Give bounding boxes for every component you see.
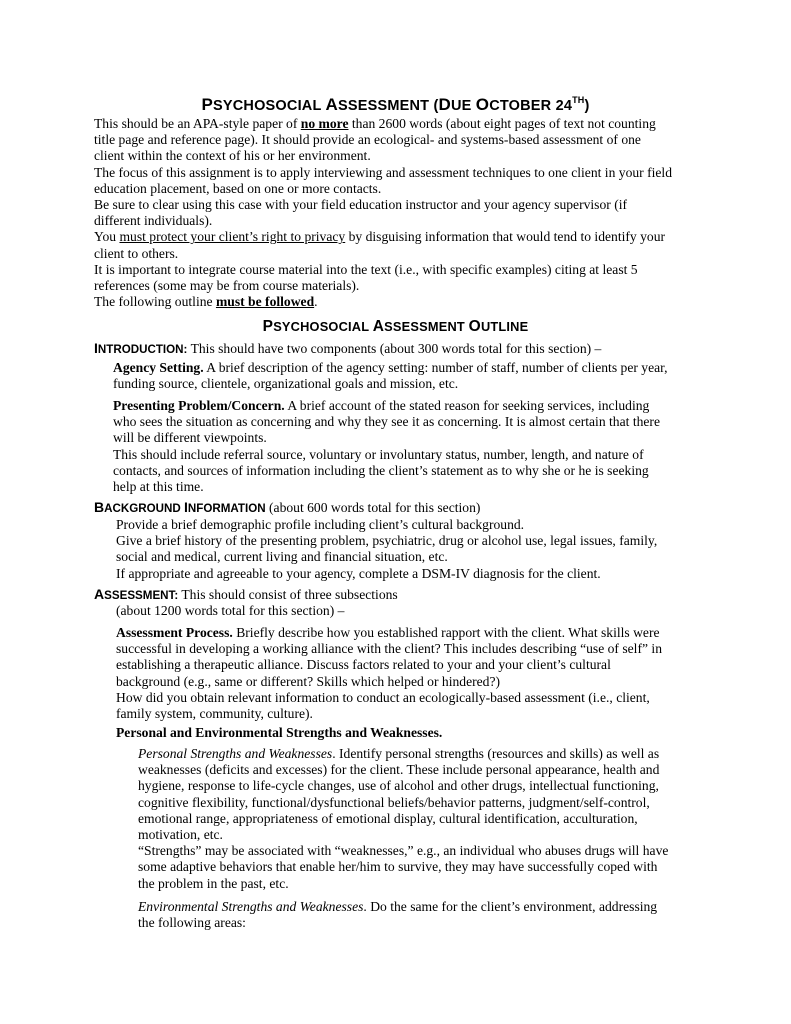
intro-paragraphs — [94, 116, 672, 310]
strengths-heading: Personal and Environmental Strengths and Weaknesses. — [116, 725, 443, 740]
intro-line: It is important to integrate course material into the text (i.e., with specific examples) citing at least 5 — [94, 261, 638, 277]
assessment-process: Assessment Process. Briefly describe how you established rapport with the client. What skills were successful in developing a working alliance with the client? This includes describing “use of self” in establishing a therapeutic alliance. Discuss factors related to your and your client’s cultural background (e.g., same or different? Skills which helped or hindered?) How did you obtain relevant information to conduct an ecologically-based assessment (i.e., client, family system, community, culture). — [116, 625, 662, 722]
intro-line: references (some may be from course materials). — [94, 278, 360, 294]
environmental-strengths: Environmental Strengths and Weaknesses. Do the same for the client’s environment, addressing the following areas: — [138, 899, 658, 931]
background-body: Provide a brief demographic profile including client’s cultural background. Give a brief history of the presenting problem, psychiatric, drug or alcohol use, legal issues, family, social and medical, current living and financial situation, etc. If appropriate and agreeable to your agency, complete a DSM-IV diagnosis for the client. — [116, 517, 658, 581]
agency-setting: Agency Setting. A brief description of the agency setting: number of staff, number of clients per year, funding source, clientele, organizational goals and mission, etc. — [113, 360, 668, 392]
presenting-problem: Presenting Problem/Concern. A brief account of the stated reason for seeking services, including who sees the situation as concerning and why they see it as concerning. It is almost certain that there will be different viewpoints. This should include referral source, voluntary or involuntary status, number, length, and nature of contacts, and sources of information including the client’s statement as to why she or he is seeking help at this time. — [113, 398, 660, 495]
personal-strengths: Personal Strengths and Weaknesses. Identify personal strengths (resources and skills) as well as weaknesses (deficits and excesses) for the client. These include personal appearance, health and hygiene, response to life-cycle changes, use of alcohol and other drugs, intellectual functioning, cognitive flexibility, functional/dysfunctional beliefs/behavior patterns, judgment/self-control, emotional range, appropriateness of emotional display, cultural identification, acculturation, motivation, etc. “Strengths” may be associated with “weaknesses,” e.g., an individual who abuses drugs will have some adaptive behaviors that enable her/him to survive, they may have successfully coped with the problem in the past, etc. — [138, 746, 669, 891]
assessment-heading: ASSESSMENT: This should consist of three subsections — [94, 586, 398, 602]
intro-line: This should be an APA-style paper of no more than 2600 words (about eight pages of text not counting — [94, 116, 656, 131]
intro-line: The following outline must be followed. — [94, 294, 318, 310]
page-title: PSYCHOSOCIAL ASSESSMENT (DUE OCTOBER 24TH) — [201, 95, 590, 114]
intro-line: client to others. — [94, 245, 179, 261]
intro-line: You must protect your client’s right to privacy by disguising information that would tend to identify your — [94, 229, 666, 245]
intro-line: education placement, based on one or more contacts. — [94, 180, 382, 196]
outline-title: PSYCHOSOCIAL ASSESSMENT OUTLINE — [262, 318, 529, 335]
assessment-words: (about 1200 words total for this section) – — [116, 603, 345, 618]
introduction-heading: INTRODUCTION: This should have two components (about 300 words total for this section) – — [94, 340, 602, 356]
intro-line: client within the context of his or her environment. — [94, 148, 371, 164]
intro-line: Be sure to clear using this case with your field education instructor and your agency supervisor (if — [94, 197, 628, 213]
intro-line: different individuals). — [94, 213, 213, 229]
intro-line: title page and reference page). It should provide an ecological- and systems-based assessment of one — [94, 132, 641, 148]
background-heading: BACKGROUND INFORMATION (about 600 words total for this section) — [94, 499, 481, 515]
intro-line: The focus of this assignment is to apply interviewing and assessment techniques to one client in your field — [94, 164, 672, 180]
